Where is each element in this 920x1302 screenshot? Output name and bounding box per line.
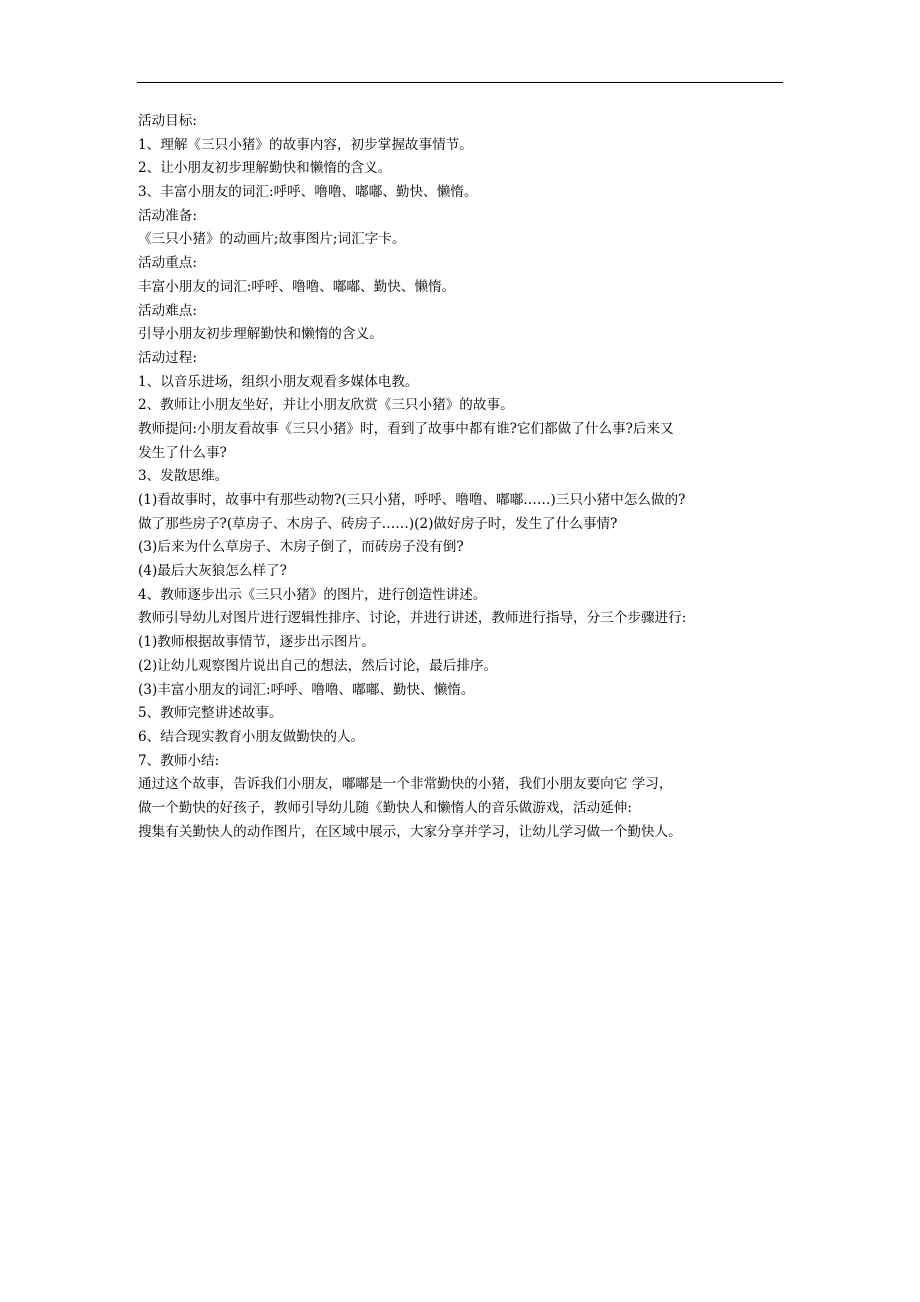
- text-line: 2、教师让小朋友坐好，并让小朋友欣赏《三只小猪》的故事。: [138, 397, 514, 414]
- section-heading-goals: 活动目标:: [138, 113, 197, 129]
- section-heading-difficulties: 活动难点:: [138, 302, 197, 319]
- text-line: 3、发散思维。: [138, 468, 229, 485]
- text-line: 引导小朋友初步理解勤快和懒惰的含义。: [138, 326, 383, 343]
- text-line: 4、教师逐步出示《三只小猪》的图片，进行创造性讲述。: [138, 586, 487, 603]
- text-line: 做了那些房子?(草房子、木房子、砖房子……)(2)做好房子时，发生了什么事情?: [138, 515, 618, 532]
- text-line: 教师提问:小朋友看故事《三只小猪》时，看到了故事中都有谁?它们都做了什么事?后来又: [138, 420, 674, 437]
- text-line: 丰富小朋友的词汇:呼呼、噜噜、嘟嘟、勤快、懒惰。: [138, 278, 456, 295]
- text-line: (3)后来为什么草房子、木房子倒了，而砖房子没有倒?: [138, 539, 464, 556]
- text-line: 3、丰富小朋友的词汇:呼呼、噜噜、嘟嘟、勤快、懒惰。: [138, 184, 478, 201]
- text-line: 2、让小朋友初步理解勤快和懒惰的含义。: [138, 160, 392, 177]
- text-line: 《三只小猪》的动画片;故事图片;词汇字卡。: [138, 231, 406, 248]
- text-line: (3)丰富小朋友的词汇:呼呼、噜噜、嘟嘟、勤快、懒惰。: [138, 681, 475, 698]
- text-line: 做一个勤快的好孩子，教师引导幼儿随《勤快人和懒惰人的音乐做游戏，活动延伸:: [138, 799, 632, 816]
- text-line: 发生了什么事?: [138, 444, 227, 461]
- text-line: 7、教师小结:: [138, 752, 220, 769]
- text-line: 1、理解《三只小猪》的故事内容，初步掌握故事情节。: [138, 136, 473, 153]
- text-line: 6、结合现实教育小朋友做勤快的人。: [138, 728, 365, 745]
- text-line: (1)教师根据故事情节，逐步出示图片。: [138, 634, 375, 651]
- text-line: 1、以音乐进场，组织小朋友观看多媒体电教。: [138, 373, 419, 390]
- section-heading-process: 活动过程:: [138, 349, 197, 366]
- document-body: [138, 110, 798, 844]
- text-line: (4)最后大灰狼怎么样了?: [138, 563, 287, 580]
- text-line: (2)让幼儿观察图片说出自己的想法，然后讨论，最后排序。: [138, 657, 498, 674]
- section-heading-preparation: 活动准备:: [138, 207, 197, 224]
- text-line: 通过这个故事，告诉我们小朋友，嘟嘟是一个非常勤快的小猪，我们小朋友要向它 学习，: [138, 776, 673, 793]
- header-rule: [137, 82, 783, 83]
- text-line: 教师引导幼儿对图片进行逻辑性排序、讨论，并进行讲述，教师进行指导，分三个步骤进行:: [138, 610, 687, 627]
- text-line: 5、教师完整讲述故事。: [138, 705, 283, 722]
- text-line: (1)看故事时，故事中有那些动物?(三只小猪，呼呼、噜噜、嘟嘟……)三只小猪中怎么做的?: [138, 492, 686, 508]
- section-heading-key-points: 活动重点:: [138, 255, 197, 272]
- text-line: 搜集有关勤快人的动作图片，在区域中展示，大家分享并学习，让幼儿学习做一个勤快人。: [138, 823, 682, 840]
